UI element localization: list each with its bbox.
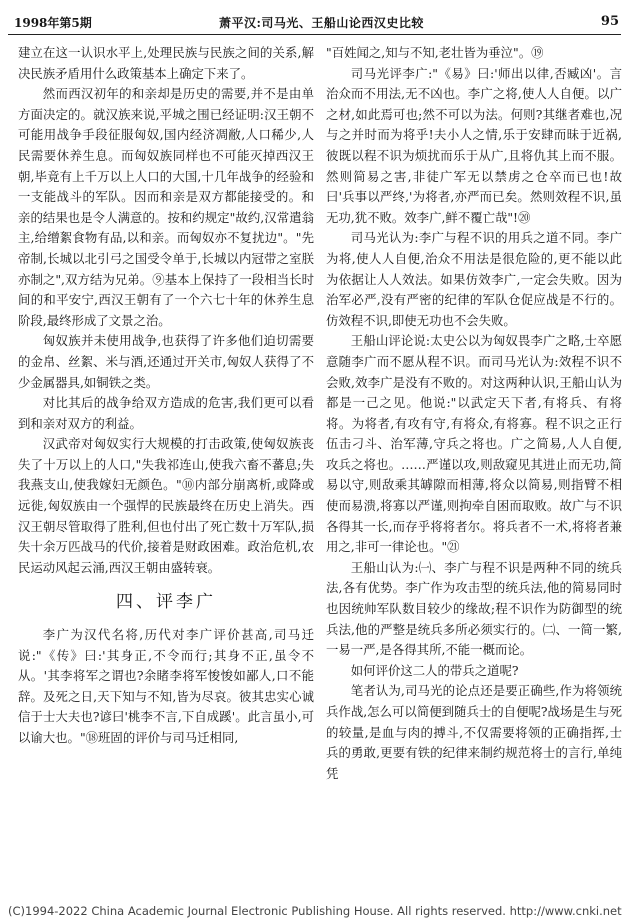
paragraph: "百姓闻之,知与不知,老壮皆为垂泣"。⑲ bbox=[326, 45, 544, 60]
copyright-footer: (C)1994-2022 China Academic Journal Electronic Publishing House. All rights reserved. http://www.cnki.net bbox=[8, 904, 622, 918]
paragraph: 对比其后的战争给双方造成的危害,我们更可以看到和亲对双方的利益。 bbox=[18, 395, 314, 431]
paragraph: 司马光认为:李广与程不识的用兵之道不同。李广为将,使人人自便,治众不用法是很危险的,更不能以此为依据让人人效法。如果仿效李广,一定会失败。因为治军必严,没有严密的纪律的军队仓促应战是不行的。仿效程不识,即使无功也不会失败。 bbox=[326, 230, 622, 328]
paragraph: 建立在这一认识水平上,处理民族与民族之间的关系,解决民族矛盾用什么政策基本上确定下来了。 bbox=[18, 45, 314, 81]
paragraph: 司马光评李广:"《易》曰:'师出以律,否臧凶'。言治众而不用法,无不凶也。李广之将,使人人自便。以广之材,如此焉可也;然不可以为法。何则?其继者难也,况与之并时而为将乎!夫小人之情,乐于安肆而昧于近祸,彼既以程不识为烦扰而乐于从广,且将仇其上而不服。然则简易之害,非徒广军无以禁虏之仓卒而已也!故曰'兵事以严终,'为将者,亦严而已矣。然则效程不识,虽无功,犹不败。效李广,鲜不覆亡哉"!⑳ bbox=[326, 65, 622, 225]
right-column bbox=[326, 43, 622, 784]
header-rule bbox=[8, 34, 621, 35]
paragraph: 汉武帝对匈奴实行大规模的打击政策,使匈奴族丧失了十万以上的人口,"失我祁连山,使我六畜不蕃息;失我燕支山,使我嫁妇无颜色。"⑩内部分崩离析,或降或远徙,匈奴族由一个强悍的民族最终在历史上消失。西汉王朝尽管取得了胜利,但也付出了死亡数十万军队,损失十余万匹战马的代价,接着是财政困难。政治危机,农民运动风起云涌,西汉王朝由盛转衰。 bbox=[18, 436, 314, 575]
paragraph: 如何评价这二人的带兵之道呢? bbox=[350, 662, 519, 678]
section-heading: 四、评李广 bbox=[116, 592, 216, 613]
running-header bbox=[14, 14, 619, 36]
left-column bbox=[18, 43, 314, 749]
paragraph: 王船山评论说:太史公以为匈奴畏李广之略,士卒愿意随李广而不愿从程不识。而司马光认为:效程不识不会败,效李广是没有不败的。对这两种认识,王船山认为都是一己之见。他说:"以武定天下者,有将兵、有将将。为将者,有攻有守,有将众,有将寡。程不识之正行伍击刁斗、治军薄,守兵之将也。广之简易,人人自便,攻兵之将也。……严谨以攻,则敌窥见其进止而无功,简易以守,则敌乘其罅隙而相薄,将众以简易,则指臂不相使而易溃,将寡以严谨,则拘牵自困而取败。故广与不识各得其一长,而存乎将将者尔。将兵者不一术,将将者兼用之,非可一律论也。"㉑ bbox=[326, 333, 622, 555]
page-number: 95 bbox=[600, 14, 619, 29]
paragraph: 匈奴族并未使用战争,也获得了许多他们迫切需要的金帛、丝絮、米与酒,还通过开关市,匈奴人获得了不少金属器具,如铜铁之类。 bbox=[18, 333, 314, 390]
journal-issue: 1998年第5期 bbox=[14, 16, 92, 30]
paragraph: 王船山认为:㈠、李广与程不识是两种不同的统兵法,各有优势。李广作为攻击型的统兵法,他的简易同时也因统帅军队数目较少的缘故;程不识作为防御型的统兵法,他的严整是统兵多所必须实行的。㈡、一简一繁,一易一严,是各得其所,不能一概而论。 bbox=[326, 559, 622, 658]
paragraph: 李广为汉代名将,历代对李广评价甚高,司马迁说:"《传》曰:'其身正,不令而行;其身不正,虽令不从。'其李将军之谓也?余睹李将军悛悛如鄙人,口不能辞。及死之日,天下知与不知,皆为尽哀。彼其忠实心诚信于士大夫也?谚曰'桃李不言,下自成蹊'。此言虽小,可以谕大也。"⑱班固的评价与司马迁相同, bbox=[18, 627, 314, 745]
paragraph: 然而西汉初年的和亲却是历史的需要,并不是由单方面决定的。就汉族来说,平城之围已经证明:汉王朝不可能用战争手段征服匈奴,国内经济凋敝,人口稀少,人民需要休养生息。而匈奴族同样也不可能灭掉西汉王朝,毕竟有上千万以上人口的大国,十几年战争的经验和一支能战斗的军队。因而和亲是双方都能接受的。和亲的结果也是令人满意的。按和约规定"故约,汉常遣翁主,给缯絮食物有品,以和亲。而匈奴亦不复扰边"。"先帝制,长城以北引弓之国受令单于,长城以内冠带之室朕亦制之",双方结为兄弟。⑨基本上保持了一段相当长时间的和平安宁,西汉王朝有了一个六七十年的休养生息阶段,最终形成了文景之治。 bbox=[18, 86, 314, 328]
article-running-title: 萧平汉:司马光、王船山论西汉史比较 bbox=[219, 16, 424, 30]
paragraph: 笔者认为,司马光的论点还是要正确些,作为将领统兵作战,怎么可以简便到随兵士的自便呢?战场是生与死的较量,是血与肉的搏斗,不仅需要将领的正确指挥,士兵的勇敢,更要有铁的纪律来制约规范将士的言行,单纯凭 bbox=[326, 683, 622, 781]
